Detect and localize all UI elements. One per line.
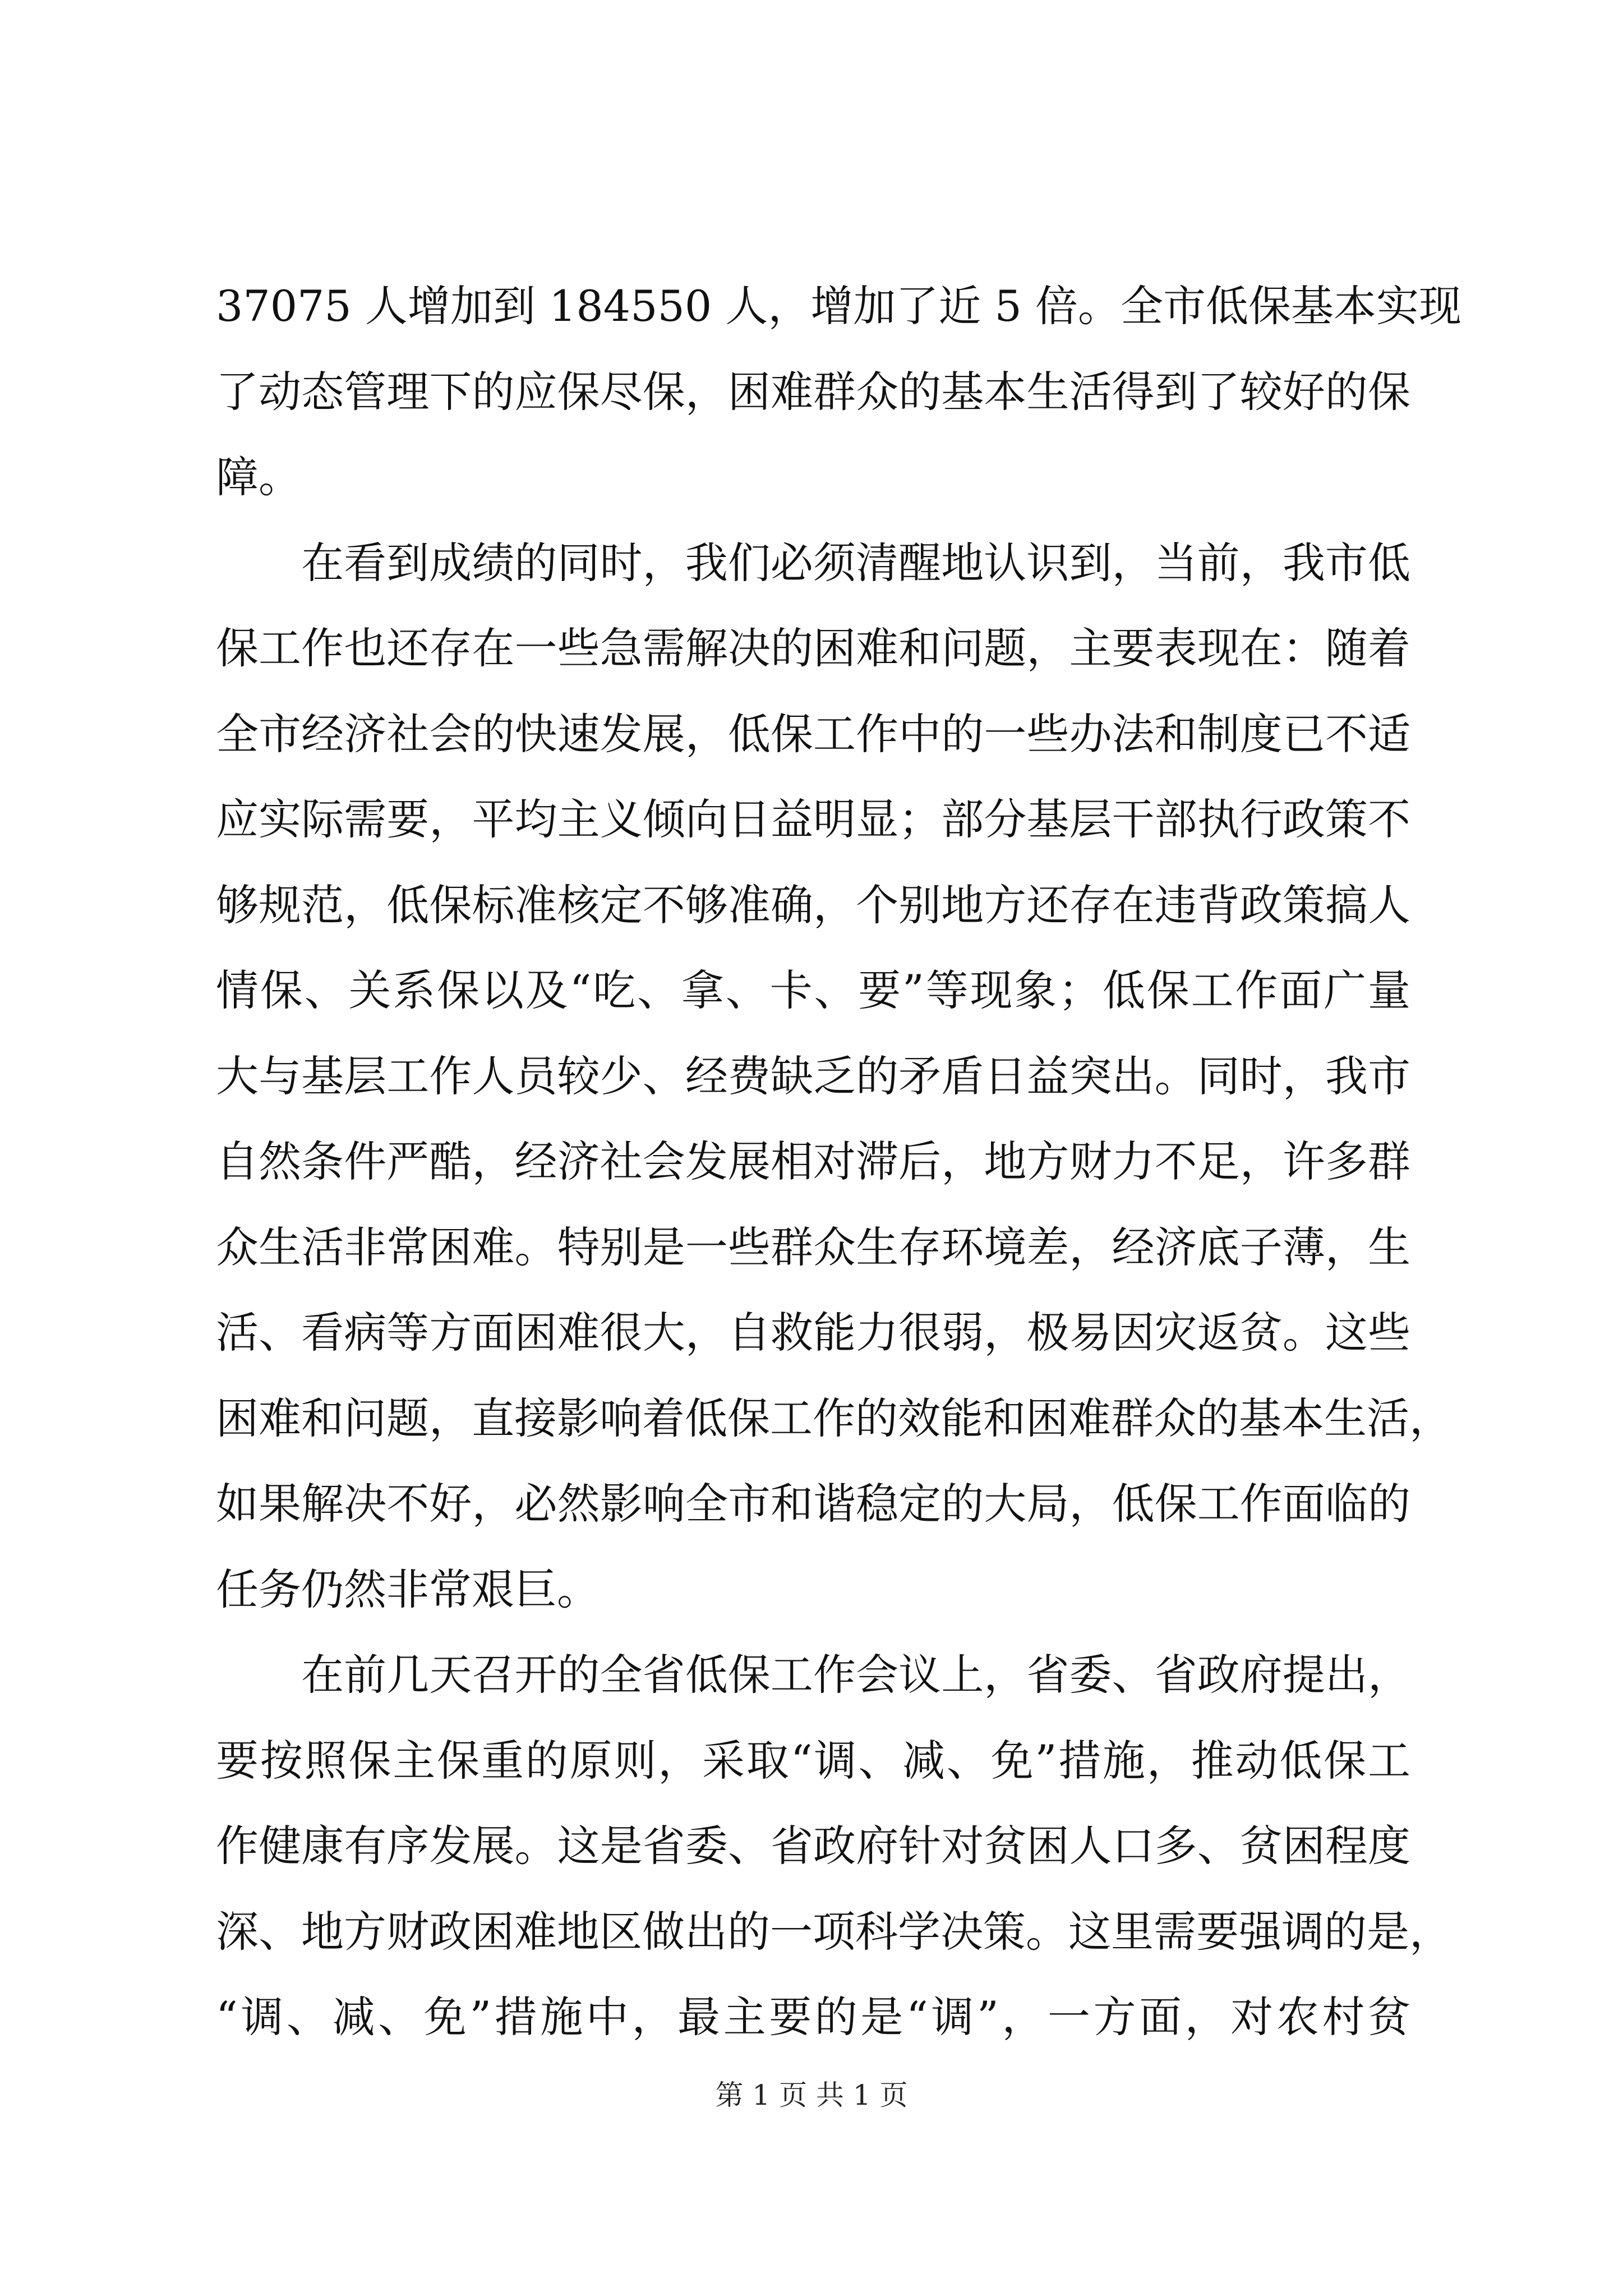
page-footer: 第 1 页 共 1 页 <box>715 2079 908 2111</box>
text-line: 任务仍然非常艰巨。 <box>216 1564 600 1614</box>
paragraph-2 <box>216 521 1452 1633</box>
text-line: 作健康有序发展。这是省委、省政府针对贫困人口多、贫困程度 <box>216 1821 1410 1871</box>
text-line: 37075 人增加到 184550 人，增加了近 5 倍。全市低保基本实现 <box>216 281 1462 331</box>
text-line: 障。 <box>216 452 301 502</box>
paragraph-3 <box>216 1632 1452 2060</box>
text-line: 了动态管理下的应保尽保，困难群众的基本生活得到了较好的保 <box>216 366 1410 417</box>
text-line: 困难和问题，直接影响着低保工作的效能和困难群众的基本生活， <box>216 1393 1452 1443</box>
text-line: 如果解决不好，必然影响全市和谐稳定的大局，低保工作面临的 <box>216 1479 1410 1529</box>
text-line: 保工作也还存在一些急需解决的困难和问题，主要表现在：随着 <box>216 623 1410 673</box>
text-line: 全市经济社会的快速发展，低保工作中的一些办法和制度已不适 <box>216 708 1410 759</box>
document-body <box>216 264 1462 2060</box>
text-line: 要按照保主保重的原则，采取“调、减、免”措施，推动低保工 <box>216 1735 1410 1786</box>
paragraph-1 <box>216 264 1462 521</box>
text-line: 在前几天召开的全省低保工作会议上，省委、省政府提出， <box>301 1650 1410 1700</box>
text-line: “调、减、免”措施中，最主要的是“调”，一方面，对农村贫 <box>216 1992 1410 2042</box>
text-line: 情保、关系保以及“吃、拿、卡、要”等现象；低保工作面广量 <box>216 965 1410 1015</box>
text-line: 在看到成绩的同时，我们必须清醒地认识到，当前，我市低 <box>301 537 1410 588</box>
text-line: 应实际需要，平均主义倾向日益明显；部分基层干部执行政策不 <box>216 794 1410 844</box>
text-line: 自然条件严酷，经济社会发展相对滞后，地方财力不足，许多群 <box>216 1137 1410 1186</box>
text-line: 深、地方财政困难地区做出的一项科学决策。这里需要强调的是， <box>216 1906 1452 1957</box>
text-line: 够规范，低保标准核定不够准确，个别地方还存在违背政策搞人 <box>216 880 1410 930</box>
text-line: 众生活非常困难。特别是一些群众生存环境差，经济底子薄，生 <box>216 1222 1410 1272</box>
text-line: 大与基层工作人员较少、经费缺乏的矛盾日益突出。同时，我市 <box>216 1051 1410 1101</box>
text-line: 活、看病等方面困难很大，自救能力很弱，极易因灾返贫。这些 <box>216 1308 1410 1358</box>
